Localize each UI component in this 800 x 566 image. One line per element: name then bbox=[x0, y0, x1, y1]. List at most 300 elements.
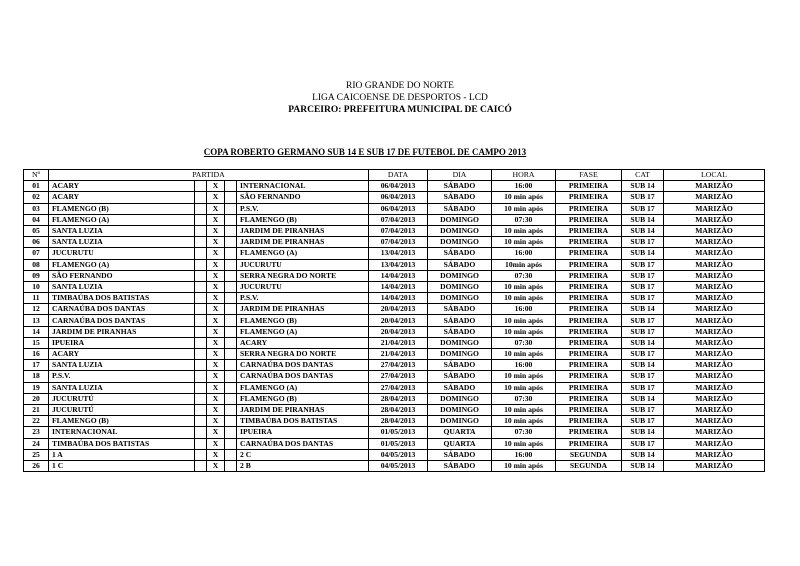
home-team: SANTA LUZIA bbox=[49, 360, 195, 371]
away-team: SERRA NEGRA DO NORTE bbox=[237, 349, 369, 360]
versus-mark: X bbox=[207, 214, 225, 225]
col-header-num: Nº bbox=[24, 170, 49, 181]
match-category: SUB 14 bbox=[622, 360, 664, 371]
match-venue: MARIZÃO bbox=[664, 225, 765, 236]
match-number: 05 bbox=[24, 225, 49, 236]
match-phase: PRIMEIRA bbox=[556, 270, 622, 281]
spacer-right bbox=[225, 315, 237, 326]
match-day: DOMINGO bbox=[428, 393, 492, 404]
match-phase: PRIMEIRA bbox=[556, 181, 622, 192]
match-day: SÁBADO bbox=[428, 181, 492, 192]
match-time: 16:00 bbox=[492, 248, 556, 259]
match-day: SÁBADO bbox=[428, 449, 492, 460]
match-day: SÁBADO bbox=[428, 248, 492, 259]
spacer-left bbox=[195, 293, 207, 304]
match-number: 14 bbox=[24, 326, 49, 337]
match-date: 14/04/2013 bbox=[369, 281, 428, 292]
match-venue: MARIZÃO bbox=[664, 416, 765, 427]
versus-mark: X bbox=[207, 337, 225, 348]
versus-mark: X bbox=[207, 237, 225, 248]
match-date: 27/04/2013 bbox=[369, 382, 428, 393]
match-date: 01/05/2013 bbox=[369, 438, 428, 449]
versus-mark: X bbox=[207, 349, 225, 360]
match-venue: MARIZÃO bbox=[664, 203, 765, 214]
match-day: SÁBADO bbox=[428, 259, 492, 270]
match-venue: MARIZÃO bbox=[664, 393, 765, 404]
table-row bbox=[24, 293, 765, 304]
spacer-left bbox=[195, 360, 207, 371]
match-phase: PRIMEIRA bbox=[556, 259, 622, 270]
match-phase: PRIMEIRA bbox=[556, 225, 622, 236]
home-team: SÃO FERNANDO bbox=[49, 270, 195, 281]
match-number: 09 bbox=[24, 270, 49, 281]
match-date: 27/04/2013 bbox=[369, 371, 428, 382]
col-header-dia: DIA bbox=[428, 170, 492, 181]
spacer-right bbox=[225, 449, 237, 460]
match-time: 07:30 bbox=[492, 214, 556, 225]
spacer-right bbox=[225, 225, 237, 236]
match-date: 07/04/2013 bbox=[369, 237, 428, 248]
match-category: SUB 14 bbox=[622, 449, 664, 460]
match-category: SUB 17 bbox=[622, 237, 664, 248]
match-venue: MARIZÃO bbox=[664, 349, 765, 360]
match-number: 24 bbox=[24, 438, 49, 449]
home-team: FLAMENGO (B) bbox=[49, 203, 195, 214]
spacer-right bbox=[225, 382, 237, 393]
versus-mark: X bbox=[207, 438, 225, 449]
match-category: SUB 17 bbox=[622, 281, 664, 292]
table-row bbox=[24, 371, 765, 382]
match-venue: MARIZÃO bbox=[664, 293, 765, 304]
match-day: SÁBADO bbox=[428, 192, 492, 203]
table-row bbox=[24, 449, 765, 460]
match-time: 10 min após bbox=[492, 225, 556, 236]
match-time: 07:30 bbox=[492, 337, 556, 348]
match-category: SUB 14 bbox=[622, 248, 664, 259]
home-team: TIMBAÚBA DOS BATISTAS bbox=[49, 438, 195, 449]
match-phase: PRIMEIRA bbox=[556, 326, 622, 337]
match-category: SUB 17 bbox=[622, 293, 664, 304]
home-team: SANTA LUZIA bbox=[49, 225, 195, 236]
spacer-left bbox=[195, 438, 207, 449]
match-date: 06/04/2013 bbox=[369, 203, 428, 214]
match-time: 10 min após bbox=[492, 382, 556, 393]
spacer-left bbox=[195, 304, 207, 315]
match-venue: MARIZÃO bbox=[664, 460, 765, 471]
match-time: 16:00 bbox=[492, 304, 556, 315]
match-day: SÁBADO bbox=[428, 360, 492, 371]
spacer-left bbox=[195, 192, 207, 203]
table-row bbox=[24, 427, 765, 438]
match-venue: MARIZÃO bbox=[664, 315, 765, 326]
match-category: SUB 17 bbox=[622, 192, 664, 203]
match-time: 10 min após bbox=[492, 281, 556, 292]
home-team: FLAMENGO (B) bbox=[49, 416, 195, 427]
table-row bbox=[24, 382, 765, 393]
match-date: 20/04/2013 bbox=[369, 304, 428, 315]
home-team: JUCURUTU bbox=[49, 248, 195, 259]
match-day: DOMINGO bbox=[428, 281, 492, 292]
match-number: 20 bbox=[24, 393, 49, 404]
away-team: FLAMENGO (B) bbox=[237, 214, 369, 225]
match-date: 06/04/2013 bbox=[369, 192, 428, 203]
match-venue: MARIZÃO bbox=[664, 214, 765, 225]
match-venue: MARIZÃO bbox=[664, 449, 765, 460]
spacer-left bbox=[195, 259, 207, 270]
match-number: 02 bbox=[24, 192, 49, 203]
match-phase: PRIMEIRA bbox=[556, 214, 622, 225]
match-venue: MARIZÃO bbox=[664, 337, 765, 348]
versus-mark: X bbox=[207, 326, 225, 337]
spacer-right bbox=[225, 304, 237, 315]
match-venue: MARIZÃO bbox=[664, 304, 765, 315]
match-time: 10min após bbox=[492, 259, 556, 270]
home-team: FLAMENGO (A) bbox=[49, 259, 195, 270]
away-team: JARDIM DE PIRANHAS bbox=[237, 237, 369, 248]
spacer-left bbox=[195, 449, 207, 460]
away-team: FLAMENGO (A) bbox=[237, 248, 369, 259]
col-header-hora: HORA bbox=[492, 170, 556, 181]
match-venue: MARIZÃO bbox=[664, 181, 765, 192]
spacer-left bbox=[195, 248, 207, 259]
home-team: INTERNACIONAL bbox=[49, 427, 195, 438]
away-team: CARNAÚBA DOS DANTAS bbox=[237, 360, 369, 371]
schedule-body bbox=[24, 181, 765, 472]
match-number: 07 bbox=[24, 248, 49, 259]
match-category: SUB 17 bbox=[622, 326, 664, 337]
header-partner: PARCEIRO: PREFEITURA MUNICIPAL DE CAICÓ bbox=[288, 105, 512, 115]
match-day: SÁBADO bbox=[428, 382, 492, 393]
spacer-right bbox=[225, 259, 237, 270]
away-team: SERRA NEGRA DO NORTE bbox=[237, 270, 369, 281]
spacer-left bbox=[195, 225, 207, 236]
spacer-right bbox=[225, 349, 237, 360]
table-row bbox=[24, 404, 765, 415]
match-category: SUB 17 bbox=[622, 315, 664, 326]
match-venue: MARIZÃO bbox=[664, 438, 765, 449]
match-category: SUB 17 bbox=[622, 416, 664, 427]
match-category: SUB 17 bbox=[622, 382, 664, 393]
versus-mark: X bbox=[207, 281, 225, 292]
away-team: FLAMENGO (B) bbox=[237, 393, 369, 404]
match-date: 14/04/2013 bbox=[369, 270, 428, 281]
match-category: SUB 14 bbox=[622, 225, 664, 236]
match-number: 10 bbox=[24, 281, 49, 292]
away-team: INTERNACIONAL bbox=[237, 181, 369, 192]
match-date: 21/04/2013 bbox=[369, 349, 428, 360]
table-row bbox=[24, 259, 765, 270]
spacer-right bbox=[225, 248, 237, 259]
match-venue: MARIZÃO bbox=[664, 192, 765, 203]
table-row bbox=[24, 181, 765, 192]
match-time: 10 min após bbox=[492, 416, 556, 427]
spacer-right bbox=[225, 203, 237, 214]
spacer-left bbox=[195, 404, 207, 415]
versus-mark: X bbox=[207, 427, 225, 438]
match-phase: PRIMEIRA bbox=[556, 382, 622, 393]
away-team: P.S.V. bbox=[237, 203, 369, 214]
match-date: 20/04/2013 bbox=[369, 315, 428, 326]
document-header bbox=[0, 80, 800, 116]
match-number: 12 bbox=[24, 304, 49, 315]
away-team: TIMBAÚBA DOS BATISTAS bbox=[237, 416, 369, 427]
match-day: SÁBADO bbox=[428, 304, 492, 315]
match-day: QUARTA bbox=[428, 438, 492, 449]
table-row bbox=[24, 360, 765, 371]
spacer-right bbox=[225, 281, 237, 292]
table-header-row bbox=[24, 170, 765, 181]
versus-mark: X bbox=[207, 315, 225, 326]
away-team: JUCURUTU bbox=[237, 259, 369, 270]
match-time: 10 min após bbox=[492, 326, 556, 337]
match-phase: PRIMEIRA bbox=[556, 349, 622, 360]
match-time: 10 min após bbox=[492, 438, 556, 449]
match-category: SUB 17 bbox=[622, 371, 664, 382]
away-team: JARDIM DE PIRANHAS bbox=[237, 304, 369, 315]
away-team: 2 B bbox=[237, 460, 369, 471]
table-row bbox=[24, 304, 765, 315]
table-row bbox=[24, 203, 765, 214]
away-team: P.S.V. bbox=[237, 293, 369, 304]
spacer-left bbox=[195, 237, 207, 248]
schedule-table bbox=[23, 169, 765, 472]
match-phase: PRIMEIRA bbox=[556, 360, 622, 371]
home-team: ACARY bbox=[49, 192, 195, 203]
header-state: RIO GRANDE DO NORTE bbox=[346, 81, 454, 91]
home-team: SANTA LUZIA bbox=[49, 281, 195, 292]
match-venue: MARIZÃO bbox=[664, 404, 765, 415]
table-row bbox=[24, 225, 765, 236]
spacer-right bbox=[225, 337, 237, 348]
spacer-right bbox=[225, 270, 237, 281]
match-date: 20/04/2013 bbox=[369, 326, 428, 337]
match-date: 01/05/2013 bbox=[369, 427, 428, 438]
match-time: 10 min após bbox=[492, 203, 556, 214]
table-row bbox=[24, 337, 765, 348]
spacer-right bbox=[225, 416, 237, 427]
spacer-left bbox=[195, 326, 207, 337]
match-time: 07:30 bbox=[492, 427, 556, 438]
match-time: 10 min após bbox=[492, 460, 556, 471]
versus-mark: X bbox=[207, 304, 225, 315]
match-number: 23 bbox=[24, 427, 49, 438]
spacer-left bbox=[195, 203, 207, 214]
away-team: ACARY bbox=[237, 337, 369, 348]
spacer-left bbox=[195, 281, 207, 292]
table-row bbox=[24, 270, 765, 281]
versus-mark: X bbox=[207, 449, 225, 460]
match-venue: MARIZÃO bbox=[664, 259, 765, 270]
spacer-right bbox=[225, 192, 237, 203]
home-team: ACARY bbox=[49, 181, 195, 192]
home-team: 1 A bbox=[49, 449, 195, 460]
versus-mark: X bbox=[207, 360, 225, 371]
match-phase: PRIMEIRA bbox=[556, 416, 622, 427]
match-venue: MARIZÃO bbox=[664, 360, 765, 371]
document-title: COPA ROBERTO GERMANO SUB 14 E SUB 17 DE FUTEBOL DE CAMPO 2013 bbox=[203, 147, 527, 157]
versus-mark: X bbox=[207, 270, 225, 281]
home-team: ACARY bbox=[49, 349, 195, 360]
match-phase: PRIMEIRA bbox=[556, 203, 622, 214]
away-team: FLAMENGO (A) bbox=[237, 382, 369, 393]
match-date: 28/04/2013 bbox=[369, 404, 428, 415]
match-category: SUB 14 bbox=[622, 460, 664, 471]
match-day: DOMINGO bbox=[428, 270, 492, 281]
match-number: 15 bbox=[24, 337, 49, 348]
match-venue: MARIZÃO bbox=[664, 382, 765, 393]
match-category: SUB 17 bbox=[622, 404, 664, 415]
spacer-right bbox=[225, 460, 237, 471]
match-number: 17 bbox=[24, 360, 49, 371]
spacer-left bbox=[195, 382, 207, 393]
match-phase: PRIMEIRA bbox=[556, 404, 622, 415]
match-time: 10 min após bbox=[492, 237, 556, 248]
away-team: CARNAÚBA DOS DANTAS bbox=[237, 438, 369, 449]
match-day: SÁBADO bbox=[428, 326, 492, 337]
match-time: 10 min após bbox=[492, 192, 556, 203]
match-date: 06/04/2013 bbox=[369, 181, 428, 192]
table-row bbox=[24, 214, 765, 225]
table-row bbox=[24, 438, 765, 449]
match-date: 21/04/2013 bbox=[369, 337, 428, 348]
table-row bbox=[24, 315, 765, 326]
home-team: CARNAÚBA DOS DANTAS bbox=[49, 304, 195, 315]
home-team: SANTA LUZIA bbox=[49, 237, 195, 248]
spacer-right bbox=[225, 438, 237, 449]
match-number: 16 bbox=[24, 349, 49, 360]
match-number: 21 bbox=[24, 404, 49, 415]
away-team: FLAMENGO (A) bbox=[237, 326, 369, 337]
match-category: SUB 14 bbox=[622, 214, 664, 225]
match-day: DOMINGO bbox=[428, 416, 492, 427]
match-date: 13/04/2013 bbox=[369, 248, 428, 259]
versus-mark: X bbox=[207, 181, 225, 192]
away-team: CARNAÚBA DOS DANTAS bbox=[237, 371, 369, 382]
away-team: FLAMENGO (B) bbox=[237, 315, 369, 326]
col-header-partida: PARTIDA bbox=[49, 170, 369, 181]
spacer-right bbox=[225, 326, 237, 337]
match-date: 14/04/2013 bbox=[369, 293, 428, 304]
match-venue: MARIZÃO bbox=[664, 281, 765, 292]
match-phase: PRIMEIRA bbox=[556, 192, 622, 203]
spacer-left bbox=[195, 427, 207, 438]
match-day: DOMINGO bbox=[428, 349, 492, 360]
versus-mark: X bbox=[207, 225, 225, 236]
match-phase: SEGUNDA bbox=[556, 460, 622, 471]
versus-mark: X bbox=[207, 192, 225, 203]
match-phase: SEGUNDA bbox=[556, 449, 622, 460]
match-time: 10 min após bbox=[492, 293, 556, 304]
home-team: CARNAÚBA DOS DANTAS bbox=[49, 315, 195, 326]
match-number: 25 bbox=[24, 449, 49, 460]
match-category: SUB 14 bbox=[622, 427, 664, 438]
table-row bbox=[24, 248, 765, 259]
match-number: 13 bbox=[24, 315, 49, 326]
match-day: DOMINGO bbox=[428, 293, 492, 304]
match-day: DOMINGO bbox=[428, 214, 492, 225]
match-time: 10 min após bbox=[492, 315, 556, 326]
table-row bbox=[24, 416, 765, 427]
match-venue: MARIZÃO bbox=[664, 237, 765, 248]
table-row bbox=[24, 192, 765, 203]
match-venue: MARIZÃO bbox=[664, 326, 765, 337]
spacer-left bbox=[195, 181, 207, 192]
spacer-right bbox=[225, 181, 237, 192]
versus-mark: X bbox=[207, 393, 225, 404]
col-header-cat: CAT bbox=[622, 170, 664, 181]
match-phase: PRIMEIRA bbox=[556, 304, 622, 315]
spacer-right bbox=[225, 237, 237, 248]
match-time: 07:30 bbox=[492, 393, 556, 404]
match-date: 04/05/2013 bbox=[369, 449, 428, 460]
table-row bbox=[24, 349, 765, 360]
spacer-right bbox=[225, 293, 237, 304]
match-date: 04/05/2013 bbox=[369, 460, 428, 471]
match-number: 01 bbox=[24, 181, 49, 192]
match-category: SUB 14 bbox=[622, 337, 664, 348]
match-date: 28/04/2013 bbox=[369, 416, 428, 427]
match-phase: PRIMEIRA bbox=[556, 393, 622, 404]
match-day: QUARTA bbox=[428, 427, 492, 438]
spacer-left bbox=[195, 416, 207, 427]
home-team: JUCURUTÚ bbox=[49, 393, 195, 404]
table-row bbox=[24, 281, 765, 292]
versus-mark: X bbox=[207, 248, 225, 259]
versus-mark: X bbox=[207, 293, 225, 304]
home-team: FLAMENGO (A) bbox=[49, 214, 195, 225]
match-phase: PRIMEIRA bbox=[556, 281, 622, 292]
table-row bbox=[24, 460, 765, 471]
col-header-local: LOCAL bbox=[664, 170, 765, 181]
match-phase: PRIMEIRA bbox=[556, 248, 622, 259]
spacer-right bbox=[225, 371, 237, 382]
match-number: 11 bbox=[24, 293, 49, 304]
match-day: SÁBADO bbox=[428, 203, 492, 214]
table-row bbox=[24, 326, 765, 337]
match-time: 10 min após bbox=[492, 404, 556, 415]
match-phase: PRIMEIRA bbox=[556, 438, 622, 449]
match-time: 16:00 bbox=[492, 360, 556, 371]
away-team: JARDIM DE PIRANHAS bbox=[237, 404, 369, 415]
match-category: SUB 14 bbox=[622, 393, 664, 404]
col-header-data: DATA bbox=[369, 170, 428, 181]
match-phase: PRIMEIRA bbox=[556, 337, 622, 348]
spacer-right bbox=[225, 393, 237, 404]
match-category: SUB 17 bbox=[622, 270, 664, 281]
match-category: SUB 14 bbox=[622, 181, 664, 192]
home-team: JUCURUTÚ bbox=[49, 404, 195, 415]
away-team: SÃO FERNANDO bbox=[237, 192, 369, 203]
match-venue: MARIZÃO bbox=[664, 270, 765, 281]
match-time: 16:00 bbox=[492, 181, 556, 192]
match-phase: PRIMEIRA bbox=[556, 371, 622, 382]
spacer-left bbox=[195, 337, 207, 348]
match-phase: PRIMEIRA bbox=[556, 237, 622, 248]
match-time: 07:30 bbox=[492, 270, 556, 281]
match-date: 27/04/2013 bbox=[369, 360, 428, 371]
match-category: SUB 14 bbox=[622, 304, 664, 315]
match-category: SUB 17 bbox=[622, 438, 664, 449]
away-team: JARDIM DE PIRANHAS bbox=[237, 225, 369, 236]
match-phase: PRIMEIRA bbox=[556, 315, 622, 326]
match-day: SÁBADO bbox=[428, 315, 492, 326]
table-row bbox=[24, 237, 765, 248]
match-category: SUB 17 bbox=[622, 259, 664, 270]
match-number: 26 bbox=[24, 460, 49, 471]
away-team: IPUEIRA bbox=[237, 427, 369, 438]
match-date: 07/04/2013 bbox=[369, 214, 428, 225]
home-team: P.S.V. bbox=[49, 371, 195, 382]
